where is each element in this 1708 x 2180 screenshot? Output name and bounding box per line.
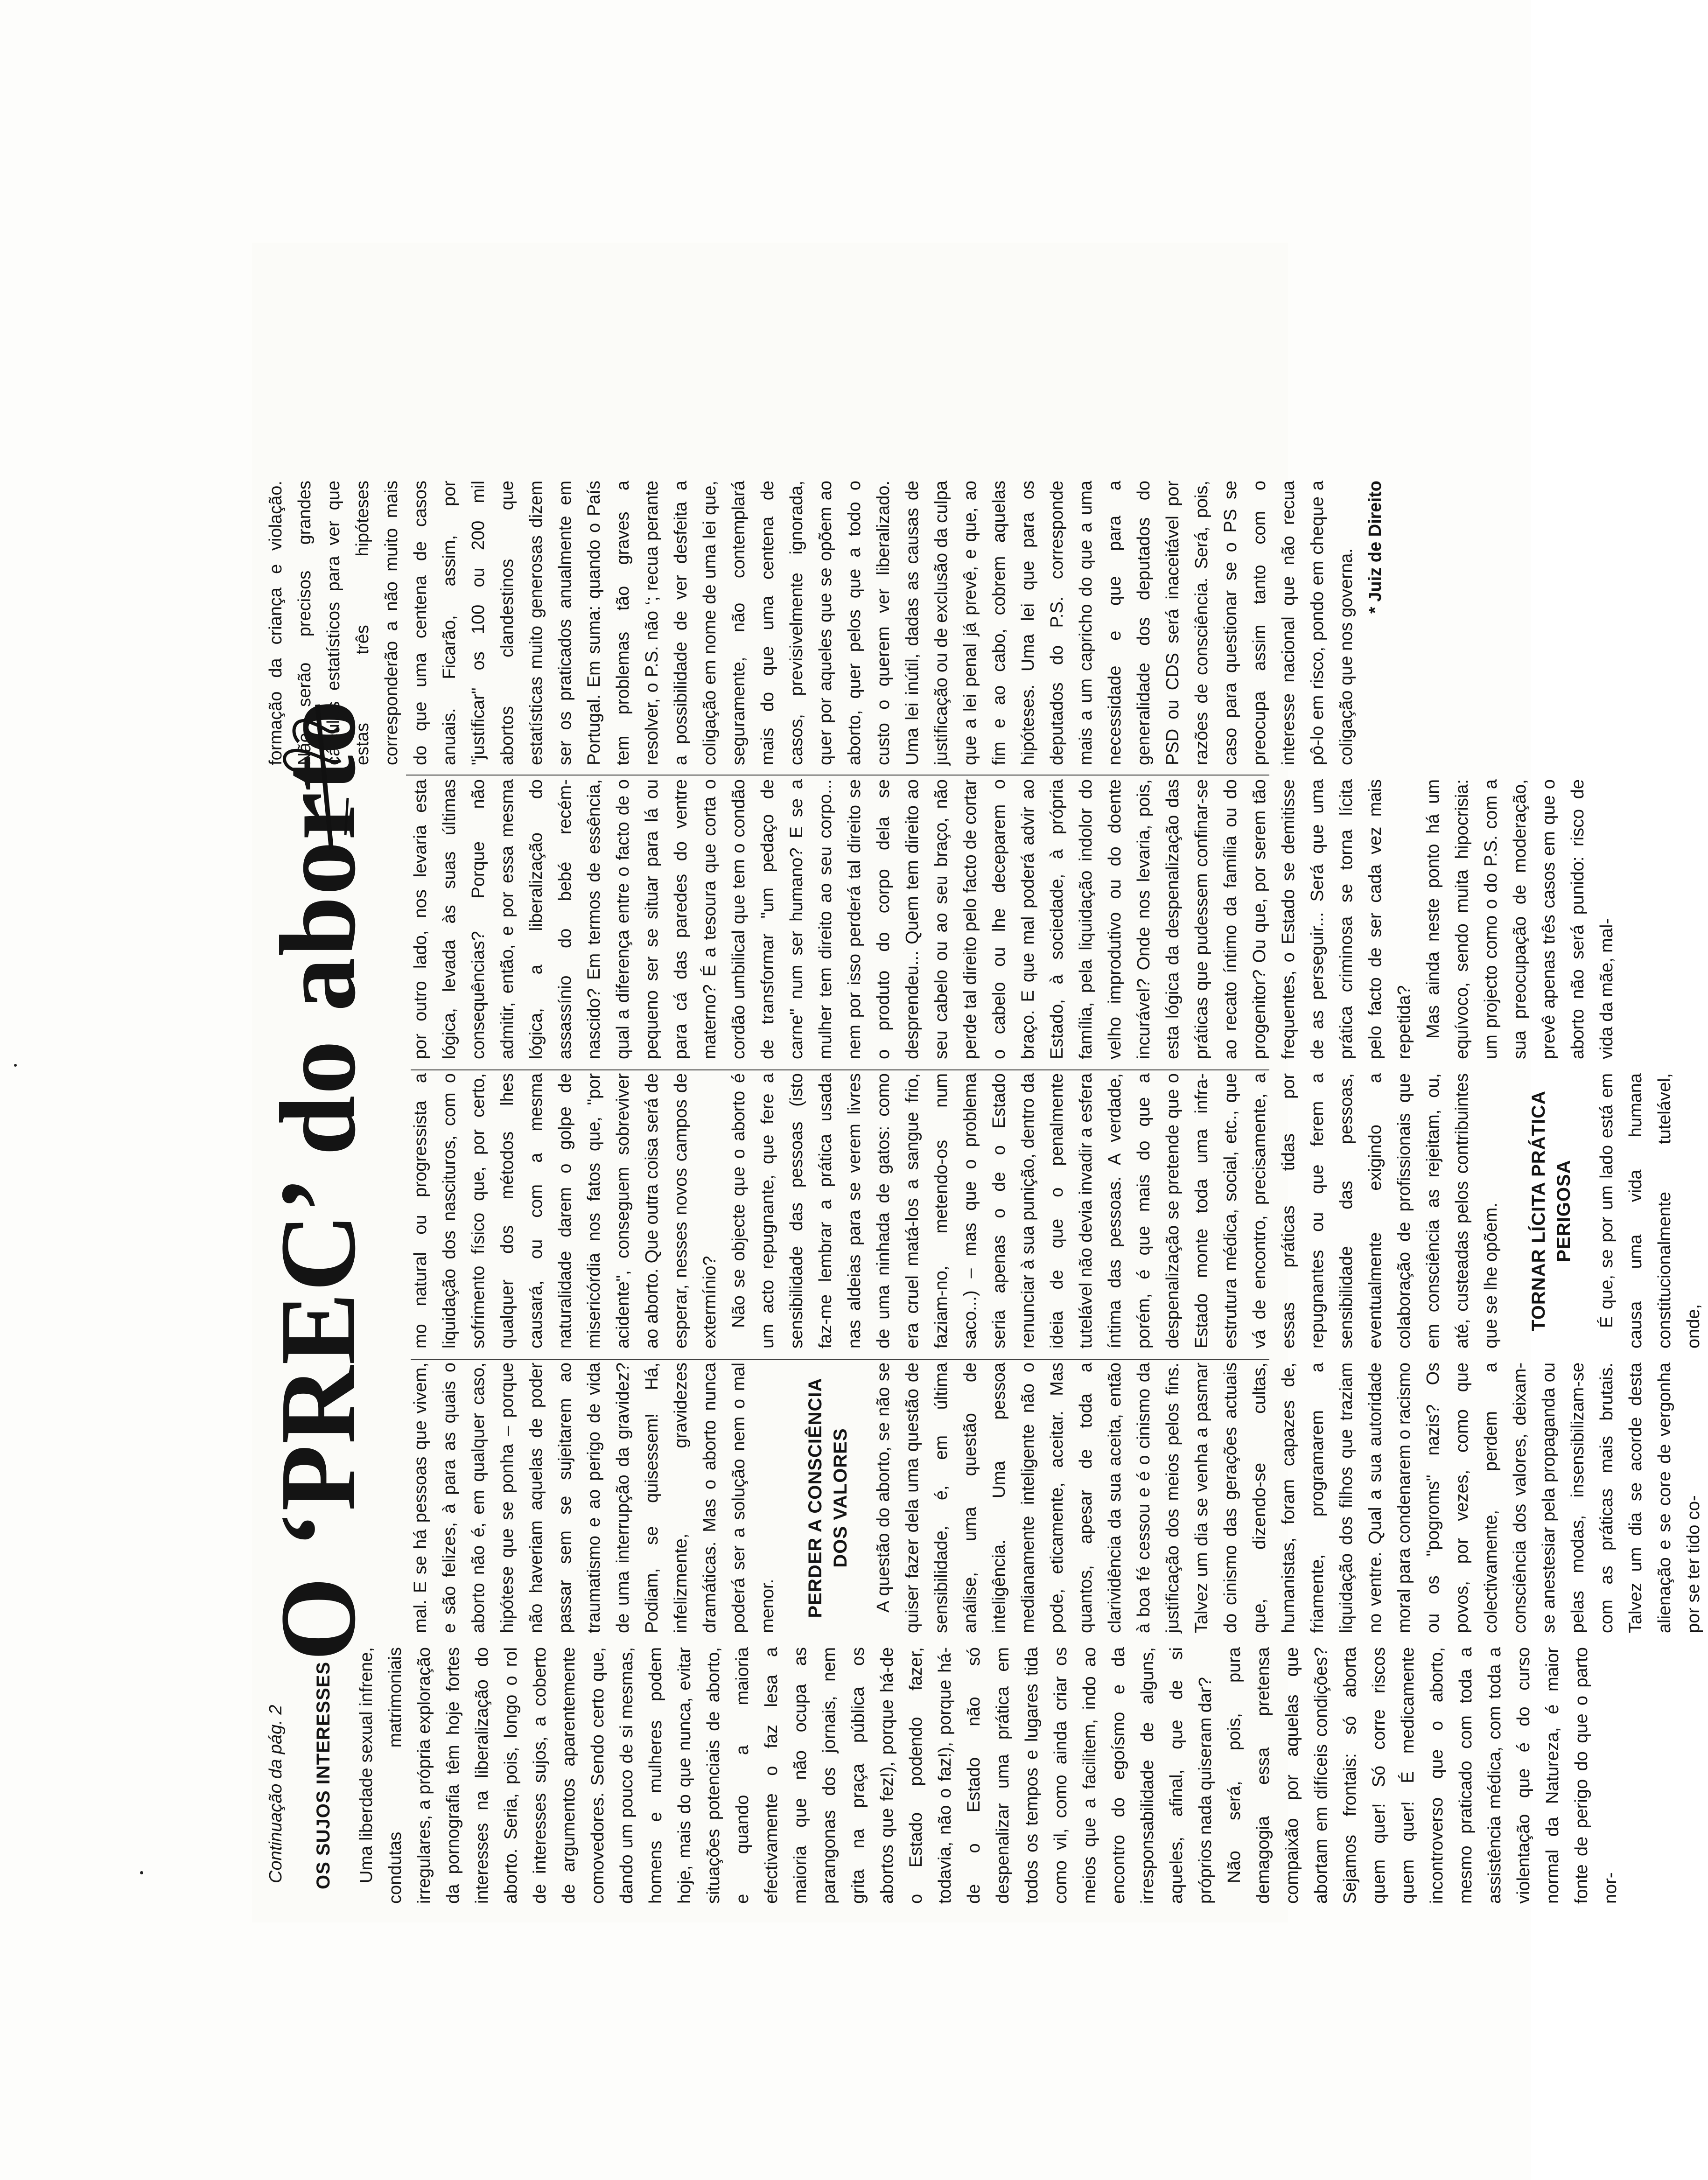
paragraph: Não será, pois, pura demagogia essa pretensa compaixão por aquelas que abortam em difíceis condições? Sejamos frontais: só aborta quem quer! Só corre riscos quem quer! É medicamente incontroverso que o aborto, mesmo praticado com toda a assistência médica, com toda a violentação que é do curso normal da Natureza, é maior fonte de perigo do que o parto nor-: [1225, 1647, 1620, 1904]
paragraph: Não se objecte que o aborto é um acto repugnante, que fere a sensibilidade das pessoas (isto faz-me lembrar a prática usada nas aldeias para se verem livres de uma ninhada de gatos: como era cruel matá-los a sangue frio, faziam-no, metendo-os num saco...) – mas que o problema seria apenas o de o Estado renunciar à sua punição, dentro da ideia de que o penalmente tutelável não devia invadir a esfera íntima das pessoas. A verdade, porém, é que mais do que a despenalização se pretende que o Estado monte toda uma infra-estrutura médica, social, etc., que vá de encontro, precisamente, a essas práticas tidas por repugnantes ou que ferem a sensibilidade das pessoas, eventualmente exigindo a colaboração de profissionais que em consciência as rejeitam, ou, até, custeadas pelos contribuintes que se lhe opõem.: [729, 1073, 1501, 1349]
paragraph: Mas ainda neste ponto há um equívoco, sendo muita hipocrisia: um projecto como o do P.S. com a sua preocupação de moderação, prevê apenas três casos em que o aborto não será punido: risco de vida da mãe, mal-: [1423, 779, 1617, 1059]
column-divider: [411, 1359, 1269, 1360]
scan-speck: [140, 1871, 143, 1874]
article-column-2: [406, 1362, 1708, 1633]
article-column-4: [406, 779, 1621, 1059]
article-column-3: [406, 1073, 1708, 1349]
column-divider: [411, 1069, 1269, 1070]
section-heading-tornar-licita: TORNAR LÍCITA PRÁTICA PERIGOSA: [1528, 1090, 1574, 1331]
newspaper-clipping: [252, 243, 1703, 1922]
headline: O ‘PREC’ do aborto: [258, 699, 378, 1661]
paragraph: mal. E se há pessoas que vivem, e são felizes, à para as quais o aborto não é, em qualquer caso, hipótese que se ponha – porque não haveriam aquelas de poder passar sem se sujeitarem ao traumatismo e ao perigo de vida de uma interrupção da gravidez? Podiam, se quisessem! Há, infelizmente, gravidezes dramáticas. Mas o aborto nunca poderá ser a solução nem o mal menor.: [411, 1362, 777, 1633]
paragraph: por outro lado, nos levaria esta lógica, levada às suas últimas consequências? Porque não admitir, então, e por essa mesma lógica, a liberalização do assassínio do bebé recém-nascido? Em termos de essência, qual a diferença entre o facto de o pequeno ser se situar para lá ou para cá das paredes do ventre materno? É a tesoura que corta o cordão umbilical que tem o condão de transformar "um pedaço de carne" num ser humano? E se a mulher tem direito ao seu corpo... nem por isso perderá tal direito se o produto do corpo dela se desprendeu... Quem tem direito ao seu cabelo ou ao seu braço, não perde tal direito pelo facto de cortar o cabelo ou lhe deceparem o braço. E que mal poderá advir ao Estado, à sociedade, à própria família, pela liquidação indolor do velho improdutivo ou do doente incurável? Onde nos levaria, pois, esta lógica da despenalização das práticas que pudessem confinar-se ao recato íntimo da família ou do progenitor? Ou que, por serem tão frequentes, o Estado se demitisse de as perseguir... Será que uma prática criminosa se torna lícita pelo facto de ser cada vez mais repetida?: [411, 779, 1414, 1059]
section-heading-perder-consciencia: PERDER A CONSCIÊNCIA DOS VALORES: [805, 1377, 851, 1618]
article-column-5: [261, 481, 1390, 765]
paragraph: mo natural ou progressista a liquidação dos nascituros, com o sofrimento físico que, por certo, qualquer dos métodos lhes causará, ou com a mesma naturalidade darem o golpe de misericórdia nos fatos que, "por acidente", conseguem sobreviver ao aborto. Que outra coisa será de esperar, nesses novos campos de extermínio?: [411, 1073, 720, 1349]
scan-speck: [14, 1064, 17, 1067]
article-column-1: [261, 1647, 1625, 1904]
author-signature: * Juiz de Direito: [1365, 481, 1385, 614]
paragraph: Uma liberdade sexual infrene, condutas matrimoniais irregulares, a própria exploração da pornografia têm hoje fortes interesses na liberalização do aborto. Seria, pois, longo o rol de interesses sujos, a coberto de argumentos aparentemente comovedores. Sendo certo que, dando um pouco de si mesmas, homens e mulheres podem hoje, mais do que nunca, evitar situações potenciais de aborto, e quando a maioria efectivamente o faz lesa a maioria que não ocupa as parangonas dos jornais, nem grita na praça pública os abortos que fez!), porque há-de o Estado podendo fazer, todavia, não o faz!), porque há-de o Estado não só despenalizar uma prática em todos os tempos e lugares tida como vil, como ainda criar os meios que a facilitem, indo ao encontro do egoísmo e da irresponsabilidade de alguns, aqueles, afinal, que de si próprios nada quiseram dar?: [357, 1647, 1215, 1904]
paragraph: A questão do aborto, se não se quiser fazer dela uma questão de sensibilidade, é, em última análise, uma questão de inteligência. Uma pessoa medianamente inteligente não o pode, eticamente, aceitar. Mas quantos, apesar de toda a clarividência da sua aceita, então à boa fé cessou e é o cinismo da justificação dos meios pelos fins. Talvez um dia se venha a pasmar do cinismo das gerações actuais que, dizendo-se cultas, humanistas, foram capazes de, friamente, programarem a liquidação dos filhos que traziam no ventre. Qual a sua autoridade moral para condenarem o racismo ou os "pogroms" nazis? Os povos, por vezes, como que colectivamente, perdem a consciência dos valores, deixam-se anestesiar pela propaganda ou pelas modas, insensibilizam-se com as práticas mais brutais. Talvez um dia se acorde desta alienação e se core de vergonha por se ter tido co-: [874, 1362, 1703, 1633]
section-heading-sujos-interesses: OS SUJOS INTERESSES: [313, 1661, 334, 1890]
continuation-note: Continuação da pág. 2: [266, 1705, 286, 1883]
column-divider: [406, 775, 1269, 776]
paragraph: formação da criança e violação. Não serão precisos grandes cálculos estatísticos para ver que estas três hipóteses corresponderão a não muito mais do que uma centena de casos anuais. Ficarão, assim, por "justificar" os 100 ou 200 mil abortos clandestinos que estatísticas muito generosas dizem ser os praticados anualmente em Portugal. Em suma: quando o País tem problemas tão graves a resolver, o P.S. não ‘; recua perante a possibilidade de ver desfeita a coligação em nome de uma lei que, seguramente, não contemplará mais do que uma centena de casos, previsivelmente ignorada, quer por aqueles que se opõem ao aborto, quer pelos que a todo o custo o querem ver liberalizado. Uma lei inútil, dadas as causas de justificação ou de exclusão da culpa que a lei penal já prevê, e que, ao fim e ao cabo, cobrem aquelas hipóteses. Uma lei que para os deputados do P.S. corresponde mais a um capricho do que a uma necessidade e que para a generalidade dos deputados do PSD ou CDS será inaceitável por razões de consciência. Será, pois, caso para questionar se o PS se preocupa assim tanto com o interesse nacional que não recua pô-lo em risco, pondo em cheque a coligação que nos governa.: [266, 481, 1356, 765]
paragraph: É que, se por um lado está em causa uma vida humana constitucionalmente tutelável, onde,: [1597, 1073, 1703, 1349]
